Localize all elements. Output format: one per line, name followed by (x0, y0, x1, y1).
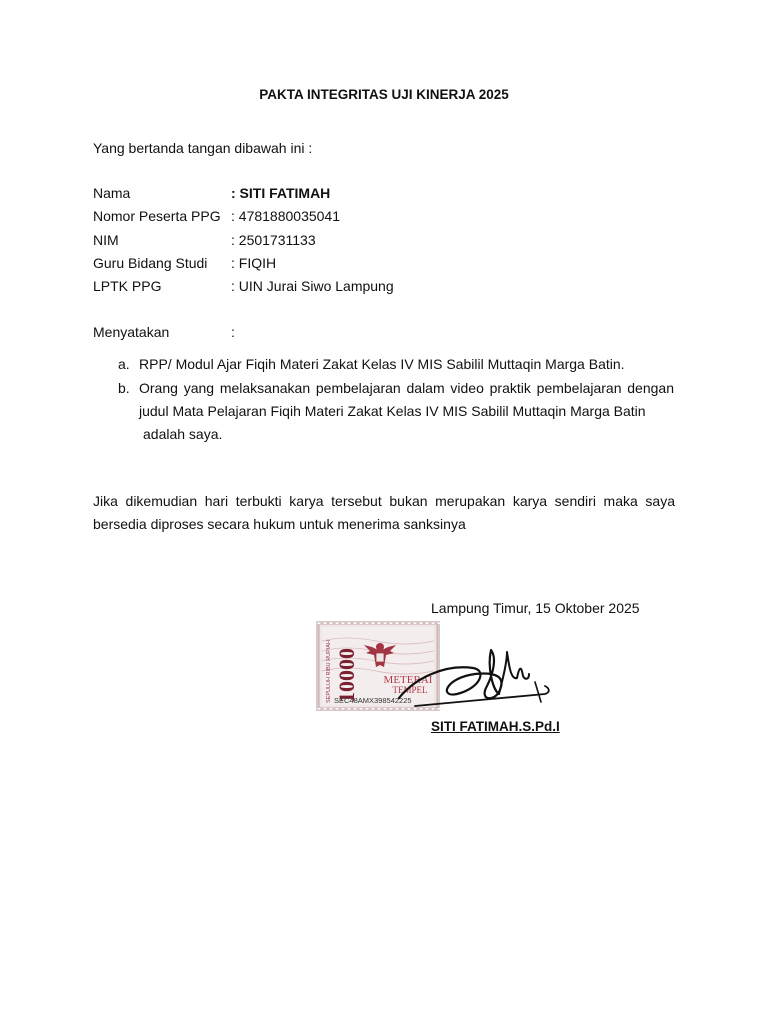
intro-text: Yang bertanda tangan dibawah ini : (93, 140, 313, 156)
list-item-b-line-2: judul Mata Pelajaran Fiqih Materi Zakat Kelas IV MIS Sabilil Muttaqin Marga Batin (139, 403, 646, 419)
handwritten-signature (392, 638, 565, 718)
signer-name: SITI FATIMAH.S.Pd.I (431, 719, 560, 734)
statement-colon: : (231, 324, 235, 340)
closing-paragraph: Jika dikemudian hari terbukti karya tersebut bukan merupakan karya sendiri maka saya bersedia diproses secara hukum untuk menerima sanksinya (93, 493, 675, 532)
field-value-nama: : SITI FATIMAH (231, 185, 331, 201)
list-item-marker-a: a. (118, 356, 130, 372)
field-value-lptk: : UIN Jurai Siwo Lampung (231, 278, 394, 294)
field-label-lptk: LPTK PPG (93, 278, 162, 294)
statement-label: Menyatakan (93, 324, 170, 340)
field-value-nim: : 2501731133 (231, 232, 316, 248)
stamp-amount: 10000 (334, 648, 359, 703)
document-title: PAKTA INTEGRITAS UJI KINERJA 2025 (259, 87, 509, 102)
field-value-bidang-studi: : FIQIH (231, 255, 277, 271)
list-item-b-line-3: adalah saya. (143, 426, 223, 442)
field-value-nomor-peserta: : 4781880035041 (231, 208, 340, 224)
field-label-bidang-studi: Guru Bidang Studi (93, 255, 208, 271)
list-item-b-line-1: Orang yang melaksanakan pembelajaran dalam video praktik pembelajaran dengan (139, 380, 674, 396)
stamp-side-text: SEPULUH RIBU RUPIAH (326, 640, 332, 703)
stamp-label-meterai: METERAI (383, 674, 433, 686)
field-label-nama: Nama (93, 185, 131, 201)
field-label-nim: NIM (93, 232, 119, 248)
place-date: Lampung Timur, 15 Oktober 2025 (431, 600, 640, 616)
stamp-label-tempel: TEMPEL (392, 685, 428, 695)
stamp-serial: SEC48AMX398542225 (334, 696, 412, 705)
list-item-marker-b: b. (118, 380, 130, 396)
field-label-nomor-peserta: Nomor Peserta PPG (93, 208, 221, 224)
list-item-a-line-1: RPP/ Modul Ajar Fiqih Materi Zakat Kelas IV MIS Sabilil Muttaqin Marga Batin. (139, 356, 625, 372)
